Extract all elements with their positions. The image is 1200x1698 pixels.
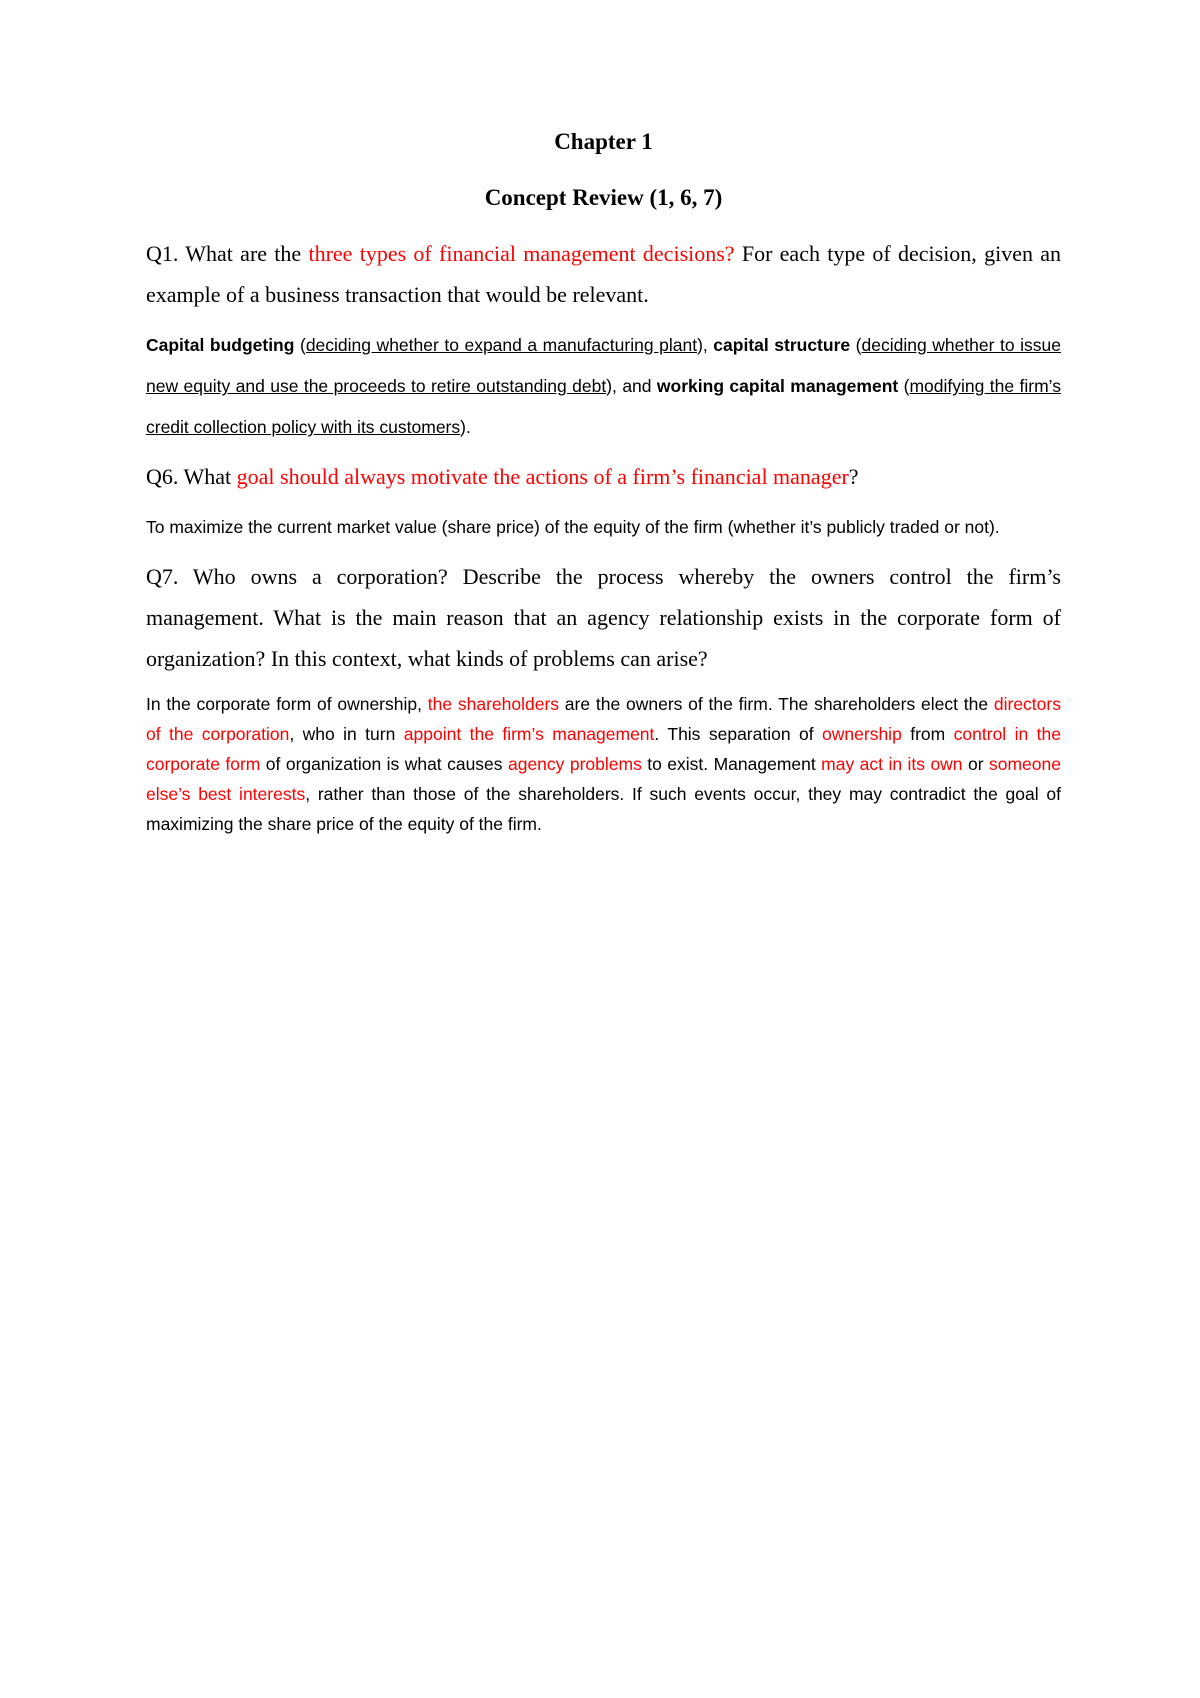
- answer-7-highlight-control: control in the corporate form: [146, 724, 1061, 775]
- answer-7-text-8: or: [962, 754, 989, 775]
- answer-7-text-7: to exist. Management: [641, 754, 822, 775]
- answer-1-term-capital-structure: capital structure: [713, 335, 851, 356]
- answer-1-paren-close-1: ),: [697, 335, 714, 356]
- answer-1-paren-close-3: ).: [460, 417, 471, 438]
- answer-7-highlight-directors: directors of the corporation: [146, 694, 1061, 745]
- chapter-title: Chapter 1: [554, 129, 653, 154]
- answer-1-paren-open-3: (: [898, 376, 910, 397]
- answer-7-highlight-shareholders: the shareholders: [427, 694, 560, 715]
- answer-7-text-3: , who in turn: [289, 724, 404, 745]
- answer-7-highlight-agency: agency problems: [507, 754, 642, 775]
- answer-1-connector: ), and: [606, 376, 657, 397]
- question-6-highlight: goal should always motivate the actions of a firm’s financial manager: [236, 464, 849, 490]
- question-1-text-b: For each type of decision, given an example of a business transaction that would be relevant.: [146, 241, 1061, 308]
- question-1: [146, 233, 1061, 315]
- answer-7-text-9: , rather than those of the shareholders. If such events occur, they may contradict the goal of maximizing the share price of the equity of the firm.: [146, 784, 1061, 835]
- question-7-text: . Who owns a corporation? Describe the process whereby the owners control the firm’s management. What is the main reason that an agency relationship exists in the corporate form of organization? In this context, what kinds of problems can arise?: [146, 564, 1061, 672]
- question-6-text-b: ?: [848, 464, 859, 490]
- answer-7-text-6: of organization is what causes: [260, 754, 508, 775]
- answer-1-paren-open-2: (: [850, 335, 862, 356]
- answer-6: To maximize the current market value (share price) of the equity of the firm (whether it’s publicly traded or not).: [146, 517, 1000, 538]
- answer-7-highlight-appoint: appoint the firm’s management: [403, 724, 655, 745]
- answer-7: [146, 689, 1061, 839]
- question-1-label: Q1: [146, 241, 173, 267]
- answer-1-term-capital-budgeting: Capital budgeting: [146, 335, 295, 356]
- section-title: Concept Review (1, 6, 7): [484, 184, 723, 210]
- answer-1-example-1: deciding whether to expand a manufacturing plant: [305, 335, 698, 356]
- answer-1: [146, 325, 1061, 448]
- answer-1-paren-open-1: (: [294, 335, 306, 356]
- question-1-highlight: three types of financial management decisions?: [308, 241, 735, 267]
- answer-1-example-2: deciding whether to issue new equity and use the proceeds to retire outstanding debt: [146, 335, 1061, 397]
- answer-1-example-3: modifying the firm’s credit collection policy with its customers: [146, 376, 1061, 438]
- answer-1-term-working-capital: working capital management: [656, 376, 899, 397]
- answer-7-highlight-ownership: ownership: [822, 724, 902, 745]
- question-1-text-a: . What are the: [172, 241, 309, 267]
- answer-7-text-5: from: [901, 724, 954, 745]
- question-7-label: Q7: [146, 564, 173, 590]
- document-page: [146, 128, 1061, 839]
- question-6: [146, 456, 1061, 497]
- question-6-label: Q6: [146, 464, 173, 490]
- answer-7-highlight-others-interest: someone else’s best interests: [146, 754, 1061, 805]
- answer-7-text-4: . This separation of: [654, 724, 823, 745]
- question-6-text-a: . What: [172, 464, 237, 490]
- answer-7-highlight-own-interest: may act in its own: [821, 754, 963, 775]
- answer-7-text-2: are the owners of the firm. The shareholders elect the: [559, 694, 994, 715]
- question-7: [146, 556, 1061, 679]
- answer-7-text-1: In the corporate form of ownership,: [146, 694, 428, 715]
